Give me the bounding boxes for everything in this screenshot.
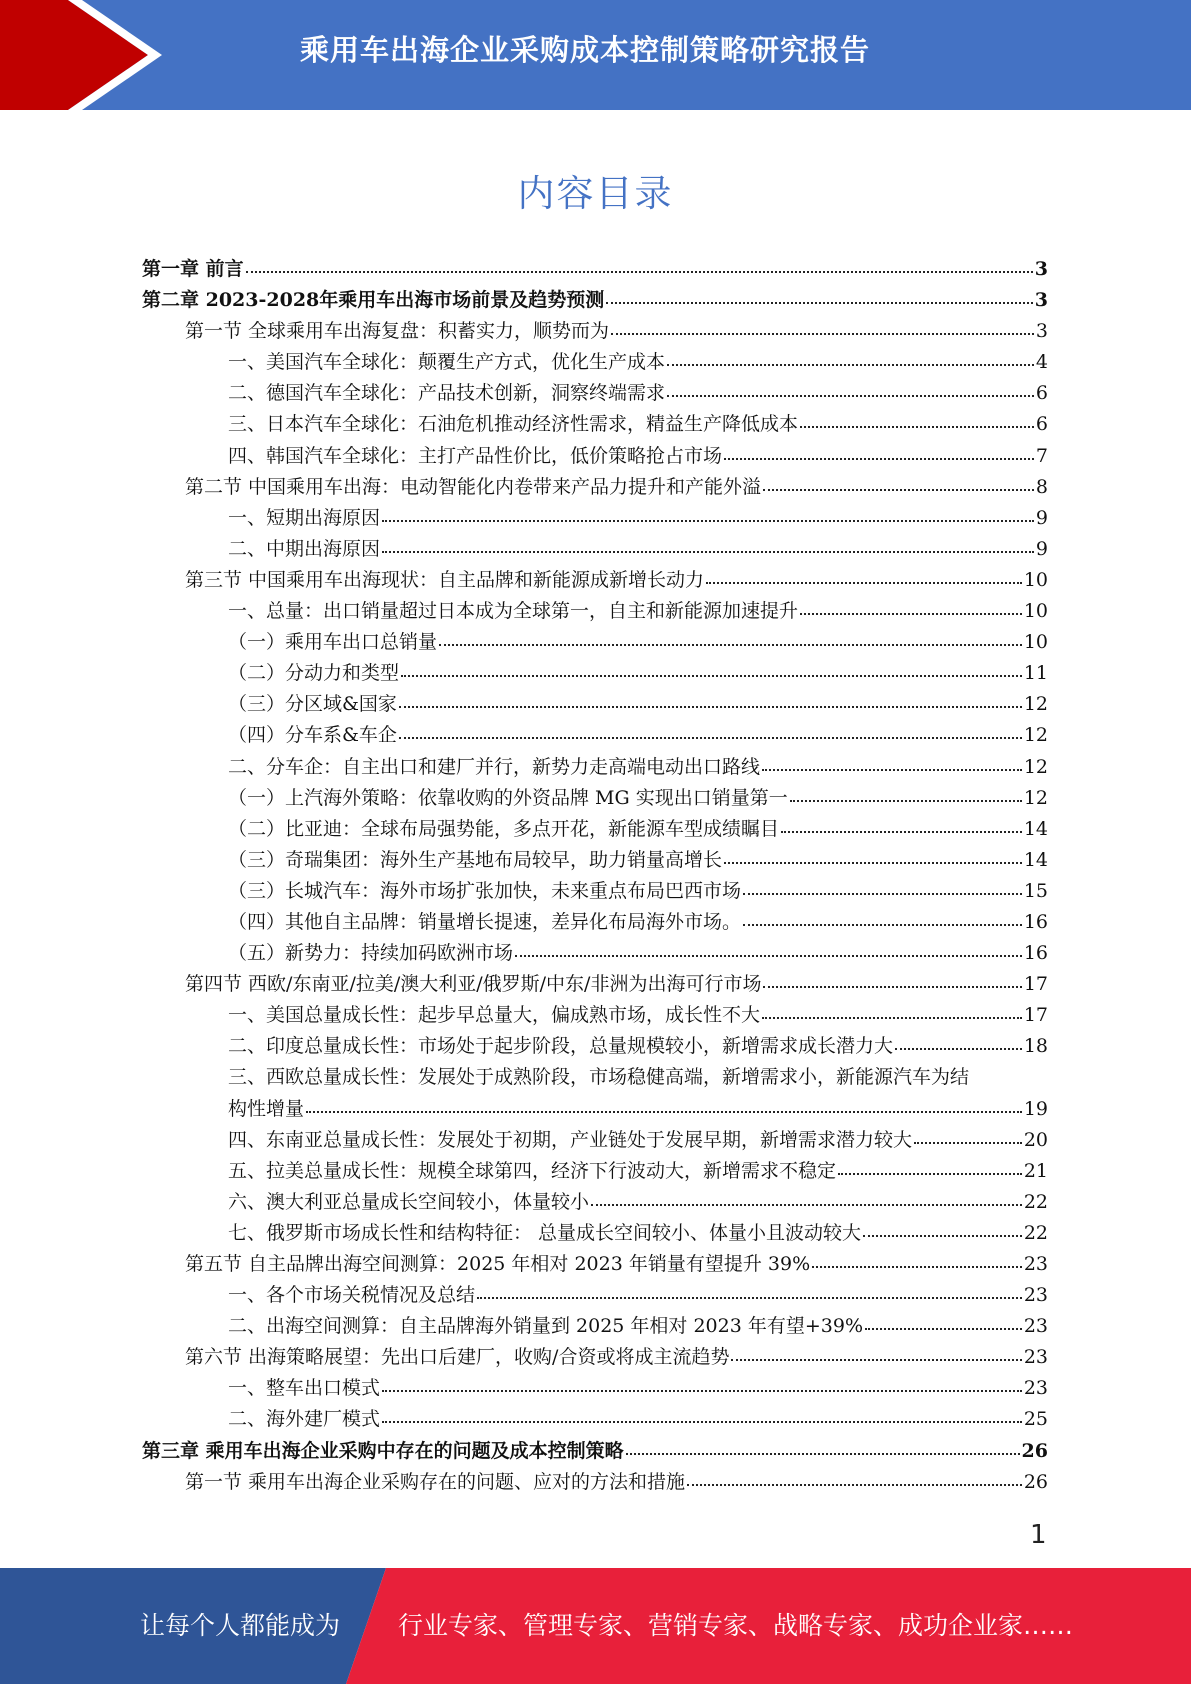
toc-page-number: 3	[1035, 320, 1048, 343]
toc-entry[interactable]	[142, 534, 1048, 565]
toc-entry-text: 四、韩国汽车全球化：主打产品性价比，低价策略抢占市场	[228, 444, 723, 467]
toc-page-number: 9	[1035, 537, 1048, 560]
toc-leader-dots	[914, 1140, 1022, 1144]
toc-page-number: 25	[1023, 1408, 1048, 1431]
toc-entry[interactable]	[142, 409, 1048, 440]
toc-page-number: 11	[1023, 662, 1048, 685]
toc-entry[interactable]	[142, 596, 1048, 627]
toc-entry-text: 第三节 中国乘用车出海现状：自主品牌和新能源成新增长动力	[185, 568, 705, 591]
toc-entry[interactable]	[142, 285, 1048, 316]
toc-leader-dots	[790, 798, 1022, 802]
toc-leader-dots	[781, 829, 1022, 833]
toc-entry[interactable]	[142, 1249, 1048, 1280]
toc-page-number: 23	[1023, 1253, 1048, 1275]
toc-entry[interactable]	[142, 1187, 1048, 1218]
toc-page-number: 10	[1023, 631, 1048, 654]
toc-page-number: 22	[1023, 1190, 1048, 1213]
toc-entry[interactable]	[142, 347, 1048, 378]
toc-entry-text: 二、中期出海原因	[228, 537, 381, 560]
toc-page-number: 6	[1035, 413, 1048, 436]
toc-page-number: 16	[1023, 942, 1048, 965]
toc-entry[interactable]	[142, 1000, 1048, 1031]
toc-leader-dots	[382, 549, 1034, 553]
toc-page-number: 21	[1023, 1159, 1048, 1182]
toc-page-number: 3	[1034, 258, 1048, 280]
toc-entry[interactable]	[142, 565, 1048, 596]
toc-entry[interactable]	[142, 627, 1048, 658]
toc-entry-text: （四）其他自主品牌：销量增长提速，差异化布局海外市场。	[228, 910, 742, 933]
toc-page-number: 20	[1023, 1128, 1048, 1151]
toc-entry[interactable]	[142, 1436, 1048, 1467]
toc-entry-text: 一、短期出海原因	[228, 506, 381, 529]
toc-entry-text: 第四节 西欧/东南亚/拉美/澳大利亚/俄罗斯/中东/非洲为出海可行市场	[185, 973, 762, 996]
toc-title: 内容目录	[517, 172, 674, 215]
toc-leader-dots	[515, 953, 1022, 957]
toc-entry[interactable]	[142, 1125, 1048, 1156]
toc-page-number: 8	[1035, 475, 1048, 498]
toc-page-number: 16	[1023, 910, 1048, 933]
toc-entry[interactable]	[142, 1311, 1048, 1342]
toc-entry-text: 二、出海空间测算：自主品牌海外销量到 2025 年相对 2023 年有望+39%	[228, 1315, 864, 1338]
toc-page-number: 14	[1023, 817, 1048, 840]
toc-entry-text: （三）奇瑞集团：海外生产基地布局较早，助力销量高增长	[228, 848, 723, 871]
toc-entry-text: 一、各个市场关税情况及总结	[228, 1284, 476, 1307]
toc-entry[interactable]	[142, 689, 1048, 720]
toc-entry[interactable]	[142, 1031, 1048, 1062]
toc-leader-dots	[706, 580, 1022, 584]
toc-entry[interactable]	[142, 814, 1048, 845]
toc-leader-dots	[724, 860, 1022, 864]
toc-page-number: 23	[1023, 1284, 1048, 1307]
toc-entry-text: （三）分区域&国家	[228, 693, 397, 716]
toc-leader-dots	[382, 1388, 1022, 1392]
toc-page-number: 17	[1023, 1004, 1048, 1027]
toc-entry-text: 二、分车企：自主出口和建厂并行，新势力走高端电动出口路线	[228, 755, 761, 778]
toc-page-number: 22	[1023, 1221, 1048, 1244]
toc-entry[interactable]	[142, 503, 1048, 534]
toc-entry-text: 二、德国汽车全球化：产品技术创新，洞察终端需求	[228, 382, 666, 405]
toc-leader-dots	[724, 456, 1034, 460]
toc-entry-text: （三）长城汽车：海外市场扩张加快，未来重点布局巴西市场	[228, 879, 742, 902]
toc-entry[interactable]	[142, 1156, 1048, 1187]
toc-page-number: 10	[1023, 568, 1048, 591]
toc-entry[interactable]	[142, 752, 1048, 783]
toc-leader-dots	[382, 518, 1034, 522]
toc-page-number: 23	[1023, 1346, 1048, 1369]
toc-entry-text: 第一节 乘用车出海企业采购存在的问题、应对的方法和措施	[185, 1470, 686, 1493]
toc-page-number: 23	[1023, 1377, 1048, 1400]
toc-entry-text: 五、拉美总量成长性：规模全球第四，经济下行波动大，新增需求不稳定	[228, 1159, 837, 1182]
toc-entry[interactable]	[142, 254, 1048, 285]
toc-page-number: 23	[1023, 1315, 1048, 1338]
toc-entry-text: 第二节 中国乘用车出海：电动智能化内卷带来产品力提升和产能外溢	[185, 475, 762, 498]
toc-leader-dots	[667, 393, 1034, 397]
toc-entry-text: 六、澳大利亚总量成长空间较小，体量较小	[228, 1190, 590, 1213]
toc-page-number: 12	[1023, 724, 1048, 747]
toc-entry[interactable]	[142, 1218, 1048, 1249]
toc-entry-text: 一、美国汽车全球化：颠覆生产方式，优化生产成本	[228, 351, 666, 374]
toc-leader-dots	[306, 1109, 1022, 1113]
toc-leader-dots	[626, 1451, 1020, 1455]
toc-entry-text: 三、日本汽车全球化：石油危机推动经济性需求，精益生产降低成本	[228, 413, 799, 436]
toc-page-number: 19	[1023, 1097, 1048, 1120]
toc-page-number: 15	[1023, 879, 1048, 902]
toc-leader-dots	[743, 891, 1022, 895]
toc-entry[interactable]	[142, 1467, 1048, 1498]
toc-entry[interactable]	[142, 938, 1048, 969]
toc-page-number: 9	[1035, 506, 1048, 529]
toc-entry-text: 第六节 出海策略展望：先出口后建厂，收购/合资或将成主流趋势	[185, 1346, 730, 1369]
toc-leader-dots	[667, 362, 1034, 366]
toc-entry[interactable]	[142, 378, 1048, 409]
toc-entry-text: 第三章 乘用车出海企业采购中存在的问题及成本控制策略	[142, 1439, 624, 1462]
toc-entry[interactable]	[142, 845, 1048, 876]
toc-leader-dots	[838, 1171, 1022, 1175]
toc-entry-text: 四、东南亚总量成长性：发展处于初期，产业链处于发展早期，新增需求潜力较大	[228, 1128, 913, 1151]
toc-entry-text: 一、整车出口模式	[228, 1377, 381, 1400]
toc-leader-dots	[611, 331, 1034, 335]
toc-entry-text: （五）新势力：持续加码欧洲市场	[228, 942, 514, 965]
toc-entry[interactable]	[142, 907, 1048, 938]
toc-leader-dots	[743, 922, 1022, 926]
toc-leader-dots	[399, 704, 1022, 708]
toc-entry-text: 第一节 全球乘用车出海复盘：积蓄实力，顺势而为	[185, 320, 610, 343]
toc-entry-text: （一）乘用车出口总销量	[228, 631, 438, 654]
toc-list	[142, 254, 1048, 1498]
toc-leader-dots	[863, 1233, 1022, 1237]
toc-entry[interactable]	[142, 1062, 1048, 1124]
toc-entry-text: （四）分车系&车企	[228, 724, 397, 747]
toc-page-number: 6	[1035, 382, 1048, 405]
toc-entry[interactable]	[142, 316, 1048, 347]
toc-entry-text: 第五节 自主品牌出海空间测算：2025 年相对 2023 年销量有望提升 39%	[185, 1253, 811, 1275]
toc-entry[interactable]	[142, 1404, 1048, 1435]
toc-entry[interactable]	[142, 720, 1048, 751]
toc-leader-dots	[800, 611, 1022, 615]
toc-page-number: 17	[1023, 973, 1048, 996]
toc-entry[interactable]	[142, 441, 1048, 472]
toc-leader-dots	[763, 487, 1034, 491]
toc-entry[interactable]	[142, 472, 1048, 503]
toc-leader-dots	[762, 767, 1022, 771]
toc-leader-dots	[399, 735, 1022, 739]
toc-page-number: 26	[1021, 1439, 1048, 1462]
toc-leader-dots	[762, 1015, 1022, 1019]
toc-leader-dots	[895, 1046, 1022, 1050]
toc-page-number: 12	[1023, 693, 1048, 716]
toc-entry[interactable]	[142, 969, 1048, 1000]
toc-leader-dots	[800, 424, 1034, 428]
footer-band	[0, 1568, 1191, 1684]
toc-entry-text: 二、印度总量成长性：市场处于起步阶段，总量规模较小，新增需求成长潜力大	[228, 1035, 894, 1058]
toc-entry[interactable]	[142, 658, 1048, 689]
toc-entry[interactable]	[142, 1280, 1048, 1311]
footer-slogan-right: 行业专家、管理专家、营销专家、战略专家、成功企业家……	[398, 1611, 1074, 1640]
toc-entry-text: （二）比亚迪：全球布局强势能，多点开花，新能源车型成绩瞩目	[228, 817, 780, 840]
toc-page-number: 3	[1034, 289, 1048, 312]
toc-entry-text: 一、总量：出口销量超过日本成为全球第一，自主和新能源加速提升	[228, 600, 799, 623]
toc-page-number: 26	[1023, 1470, 1048, 1493]
toc-entry-text: （一）上汽海外策略：依靠收购的外资品牌 MG 实现出口销量第一	[228, 786, 788, 809]
toc-leader-dots	[401, 673, 1022, 677]
header-band	[0, 0, 1191, 110]
report-title: 乘用车出海企业采购成本控制策略研究报告	[300, 33, 871, 67]
toc-leader-dots	[439, 642, 1022, 646]
toc-entry[interactable]	[142, 783, 1048, 814]
footer-slogan-left: 让每个人都能成为	[140, 1611, 341, 1640]
toc-entry-text-continued: 构性增量	[228, 1097, 305, 1120]
toc-leader-dots	[382, 1419, 1022, 1423]
toc-entry[interactable]	[142, 876, 1048, 907]
toc-leader-dots	[763, 984, 1021, 988]
toc-page-number: 12	[1023, 786, 1048, 809]
toc-entry[interactable]	[142, 1373, 1048, 1404]
toc-entry-text: 三、西欧总量成长性：发展处于成熟阶段，市场稳健高端，新增需求小，新能源汽车为结	[228, 1066, 970, 1089]
toc-page-number: 18	[1023, 1035, 1048, 1058]
toc-leader-dots	[865, 1326, 1022, 1330]
toc-leader-dots	[246, 269, 1033, 273]
toc-entry[interactable]	[142, 1342, 1048, 1373]
toc-entry-text: 第一章 前言	[142, 258, 244, 280]
toc-page-number: 12	[1023, 755, 1048, 778]
toc-leader-dots	[477, 1295, 1022, 1299]
toc-leader-dots	[731, 1357, 1021, 1361]
toc-leader-dots	[606, 300, 1033, 304]
toc-page-number: 10	[1023, 600, 1048, 623]
toc-entry-text: 二、海外建厂模式	[228, 1408, 381, 1431]
toc-page-number: 14	[1023, 848, 1048, 871]
toc-entry-text: （二）分动力和类型	[228, 662, 400, 685]
toc-entry-text: 一、美国总量成长性：起步早总量大，偏成熟市场，成长性不大	[228, 1004, 761, 1027]
toc-leader-dots	[591, 1202, 1022, 1206]
toc-page-number: 4	[1035, 351, 1048, 374]
toc-entry-text: 第二章 2023-2028年乘用车出海市场前景及趋势预测	[142, 289, 605, 312]
toc-leader-dots	[687, 1482, 1022, 1486]
toc-page-number: 7	[1035, 444, 1048, 467]
toc-leader-dots	[812, 1264, 1022, 1268]
toc-entry-text: 七、俄罗斯市场成长性和结构特征： 总量成长空间较小、体量小且波动较大	[228, 1221, 862, 1244]
page-number: 1	[1030, 1520, 1047, 1550]
